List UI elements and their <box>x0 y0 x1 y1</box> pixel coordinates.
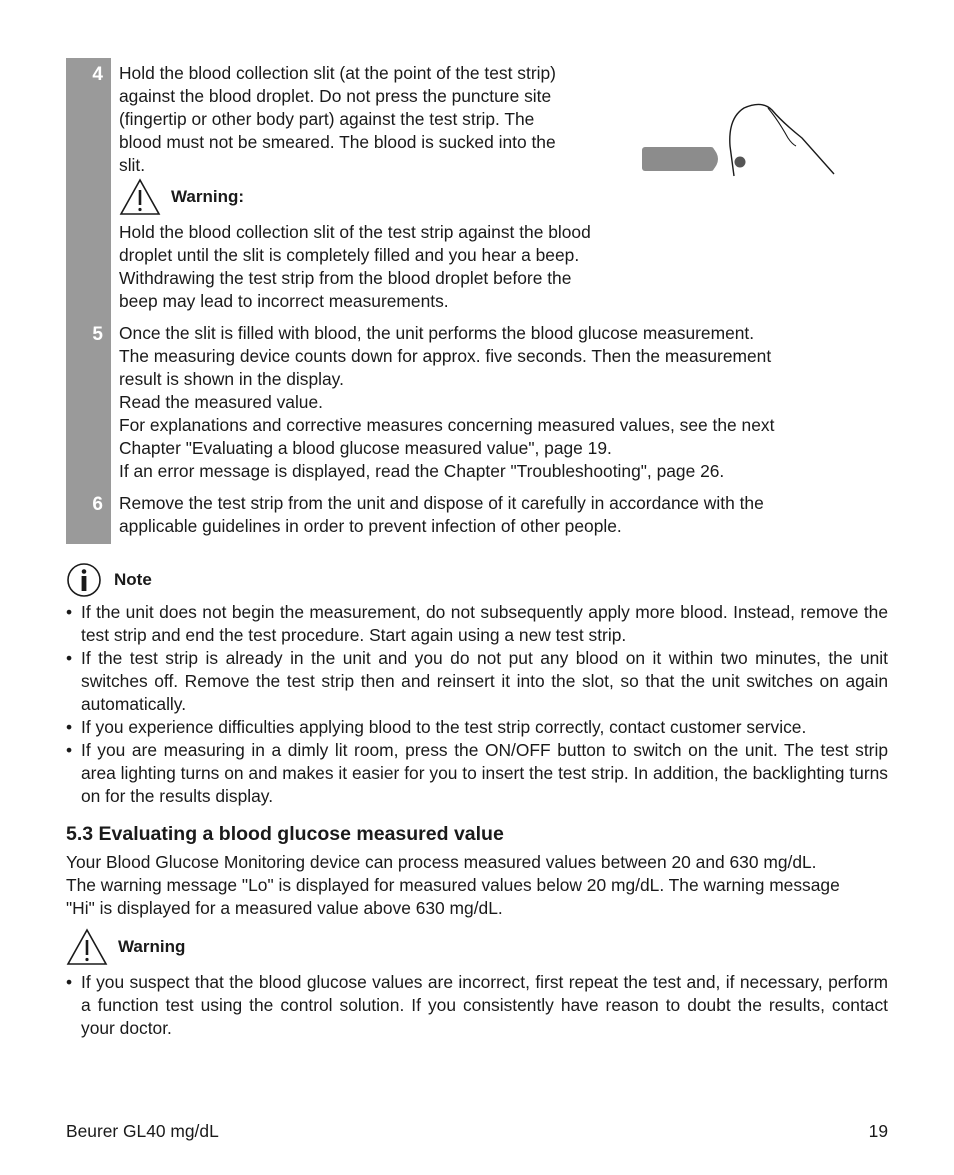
list-item: • If you experience difficulties applying blood to the test strip correctly, contact customer service. <box>66 716 888 739</box>
step-4-text: Hold the blood collection slit (at the point of the test strip) against the blood droplet. Do not press the puncture site (fingertip or other body part) against the test strip. The blood must not be smeared. The blood is sucked into the slit. <box>119 63 556 175</box>
finger-test-strip-illustration <box>640 100 840 180</box>
step-4-warning-label: Warning: <box>171 187 245 206</box>
note-list <box>66 601 888 808</box>
step-number-5: 5 <box>92 324 103 345</box>
page-number: 19 <box>868 1121 888 1141</box>
warning-title: Warning <box>118 937 186 956</box>
step-6-text: Remove the test strip from the unit and dispose of it carefully in accordance with the applicable guidelines in order to prevent infection of other people. <box>119 493 764 536</box>
step-sidebar <box>66 58 111 544</box>
warning-list <box>66 971 888 1040</box>
step-number-6: 6 <box>92 494 103 515</box>
step-4-warning-text: Hold the blood collection slit of the test strip against the blood droplet until the slit is completely filled and you hear a beep. Withdrawing the test strip from the blood droplet before the beep may lead to incorrect measurements. <box>119 222 591 311</box>
note-title: Note <box>114 570 152 589</box>
step-number-4: 4 <box>92 64 103 85</box>
note-heading <box>66 562 152 598</box>
section-heading: 5.3 Evaluating a blood glucose measured value <box>66 823 504 845</box>
list-item: • If the unit does not begin the measurement, do not subsequently apply more blood. Instead, remove the test strip and end the test procedure. Start again using a new test strip. <box>66 601 888 647</box>
list-item: • If you suspect that the blood glucose values are incorrect, first repeat the test and, if necessary, perform a function test using the control solution. If you consistently have reason to doubt the results, contact your doctor. <box>66 971 888 1040</box>
list-item: • If you are measuring in a dimly lit room, press the ON/OFF button to switch on the unit. The test strip area lighting turns on and makes it easier for you to insert the test strip. In addition, the backlighting turns on for the results display. <box>66 739 888 808</box>
section-body: Your Blood Glucose Monitoring device can process measured values between 20 and 630 mg/dL. The warning message "Lo" is displayed for measured values below 20 mg/dL. The warning message "Hi" is displayed for a measured value above 630 mg/dL. <box>66 852 840 918</box>
info-icon <box>66 562 102 598</box>
warning-triangle-icon <box>119 178 161 216</box>
step-5-text: Once the slit is filled with blood, the unit performs the blood glucose measurement. The measuring device counts down for approx. five seconds. Then the measurement result is shown in the display. Read the measured value. For explanations and corrective measures concerning measured values, see the next Chapter "Evaluating a blood glucose measured value", page 19. If an error message is displayed, read the Chapter "Troubleshooting", page 26. <box>119 323 775 481</box>
list-item: • If the test strip is already in the unit and you do not put any blood on it within two minutes, the unit switches off. Remove the test strip then and reinsert it into the slot, so that the unit switches on again automatically. <box>66 647 888 716</box>
warning-triangle-icon <box>66 928 108 966</box>
step-4-warning-heading <box>119 178 244 216</box>
footer-product: Beurer GL40 mg/dL <box>66 1121 219 1141</box>
warning-heading <box>66 928 185 966</box>
